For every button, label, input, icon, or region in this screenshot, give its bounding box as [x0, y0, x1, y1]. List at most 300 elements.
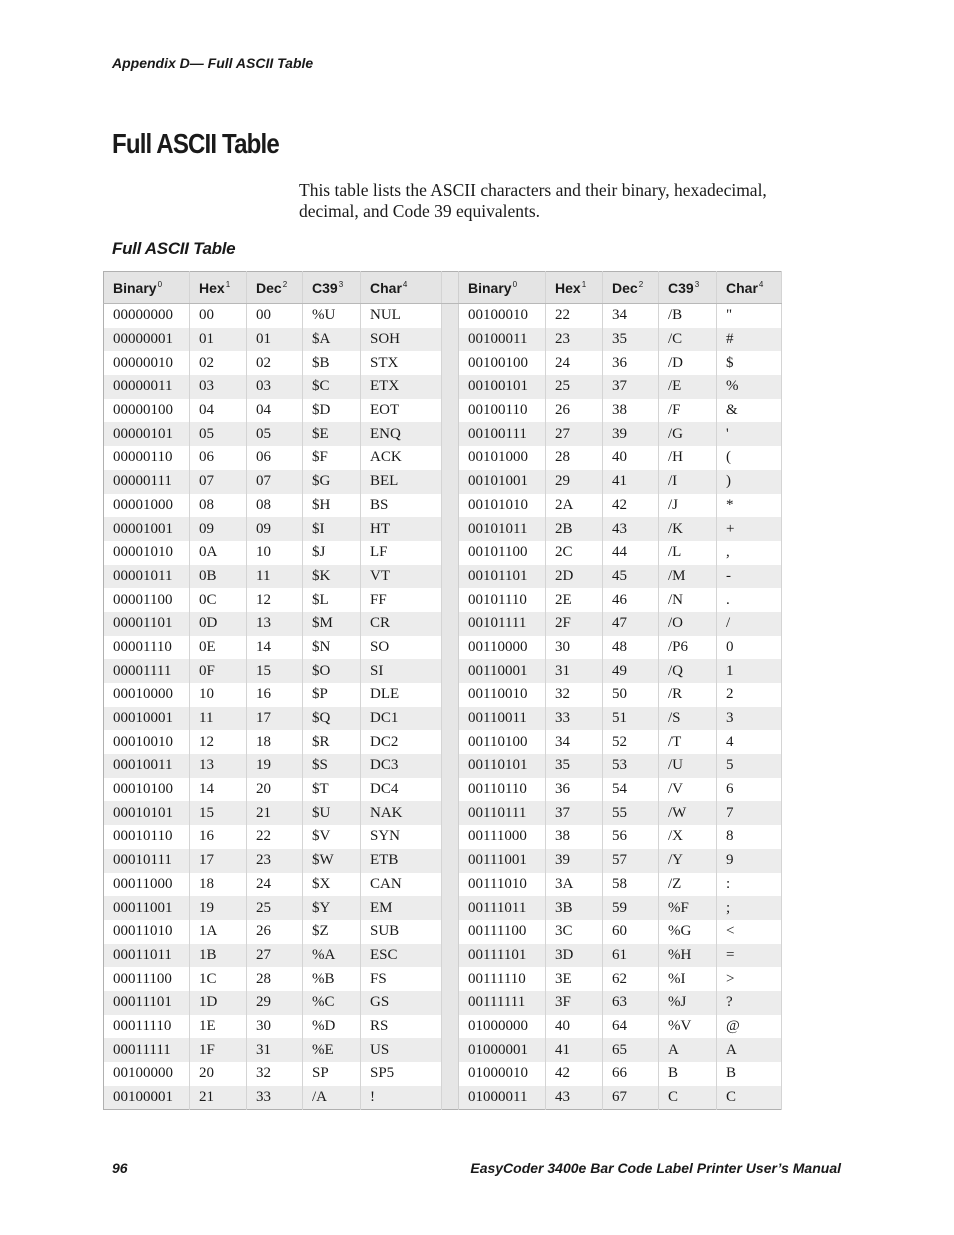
cell-char: STX	[361, 351, 442, 375]
cell-binary: 00100000	[104, 1062, 190, 1086]
cell-c39: %I	[659, 967, 717, 991]
cell-char: +	[717, 517, 782, 541]
cell-c39: $M	[303, 612, 361, 636]
cell-char: US	[361, 1038, 442, 1062]
cell-char: NUL	[361, 304, 442, 328]
cell-dec: 67	[603, 1086, 659, 1110]
cell-hex: 0E	[190, 636, 247, 660]
cell-binary: 00010101	[104, 801, 190, 825]
table-row	[104, 944, 782, 968]
column-divider	[442, 1038, 459, 1062]
cell-c39: /C	[659, 328, 717, 352]
cell-binary: 00101100	[459, 541, 546, 565]
cell-char: 6	[717, 778, 782, 802]
cell-dec: 29	[247, 991, 303, 1015]
cell-binary: 00100101	[459, 375, 546, 399]
column-divider	[442, 707, 459, 731]
cell-dec: 53	[603, 754, 659, 778]
column-divider	[442, 778, 459, 802]
cell-hex: 3D	[546, 944, 603, 968]
column-divider	[442, 351, 459, 375]
cell-hex: 25	[546, 375, 603, 399]
cell-c39: /U	[659, 754, 717, 778]
table-row	[104, 304, 782, 328]
cell-hex: 16	[190, 825, 247, 849]
cell-c39: $V	[303, 825, 361, 849]
cell-dec: 66	[603, 1062, 659, 1086]
cell-dec: 04	[247, 399, 303, 423]
column-header-hex: Hex$^1$	[546, 272, 603, 304]
cell-binary: 00001111	[104, 659, 190, 683]
cell-c39: %F	[659, 896, 717, 920]
column-divider	[442, 588, 459, 612]
cell-hex: 0B	[190, 565, 247, 589]
cell-binary: 00000010	[104, 351, 190, 375]
cell-dec: 11	[247, 565, 303, 589]
table-row	[104, 541, 782, 565]
table-caption: Full ASCII Table	[112, 239, 236, 258]
cell-char: DLE	[361, 683, 442, 707]
cell-c39: $D	[303, 399, 361, 423]
cell-c39: /J	[659, 494, 717, 518]
cell-hex: 30	[546, 636, 603, 660]
cell-dec: 42	[603, 494, 659, 518]
cell-binary: 00000101	[104, 422, 190, 446]
cell-c39: /E	[659, 375, 717, 399]
cell-c39: /M	[659, 565, 717, 589]
table-row	[104, 328, 782, 352]
cell-c39: /X	[659, 825, 717, 849]
cell-dec: 05	[247, 422, 303, 446]
cell-c39: /B	[659, 304, 717, 328]
cell-hex: 3A	[546, 873, 603, 897]
cell-hex: 21	[190, 1086, 247, 1110]
cell-dec: 63	[603, 991, 659, 1015]
cell-dec: 03	[247, 375, 303, 399]
cell-char: DC1	[361, 707, 442, 731]
cell-binary: 00101011	[459, 517, 546, 541]
column-header-c39: $C39^3$	[659, 272, 717, 304]
cell-dec: 48	[603, 636, 659, 660]
cell-hex: 28	[546, 446, 603, 470]
cell-binary: 00101110	[459, 588, 546, 612]
cell-char: <	[717, 920, 782, 944]
cell-c39: %G	[659, 920, 717, 944]
column-divider	[442, 659, 459, 683]
table-row	[104, 351, 782, 375]
cell-dec: 08	[247, 494, 303, 518]
cell-binary: 00010111	[104, 849, 190, 873]
cell-hex: 13	[190, 754, 247, 778]
cell-hex: 41	[546, 1038, 603, 1062]
cell-c39: $Q	[303, 707, 361, 731]
cell-char: ;	[717, 896, 782, 920]
cell-char: CR	[361, 612, 442, 636]
cell-hex: 07	[190, 470, 247, 494]
column-header-hex: Hex$^1$	[190, 272, 247, 304]
cell-hex: 02	[190, 351, 247, 375]
cell-hex: 35	[546, 754, 603, 778]
column-header-dec: Dec$^2$	[247, 272, 303, 304]
cell-dec: 07	[247, 470, 303, 494]
column-divider	[442, 825, 459, 849]
cell-char: >	[717, 967, 782, 991]
cell-c39: $L	[303, 588, 361, 612]
cell-hex: 1B	[190, 944, 247, 968]
cell-dec: 52	[603, 730, 659, 754]
cell-binary: 00000011	[104, 375, 190, 399]
column-divider	[442, 683, 459, 707]
cell-hex: 09	[190, 517, 247, 541]
column-divider	[442, 446, 459, 470]
cell-binary: 00110011	[459, 707, 546, 731]
cell-hex: 38	[546, 825, 603, 849]
cell-binary: 00001000	[104, 494, 190, 518]
cell-hex: 31	[546, 659, 603, 683]
table-row	[104, 517, 782, 541]
cell-binary: 01000001	[459, 1038, 546, 1062]
cell-binary: 00000000	[104, 304, 190, 328]
cell-dec: 57	[603, 849, 659, 873]
footer-page-number: 96	[112, 1160, 128, 1176]
cell-dec: 15	[247, 659, 303, 683]
cell-c39: $J	[303, 541, 361, 565]
cell-hex: 2F	[546, 612, 603, 636]
cell-char: HT	[361, 517, 442, 541]
column-divider	[442, 328, 459, 352]
cell-c39: /Y	[659, 849, 717, 873]
table-row	[104, 778, 782, 802]
cell-dec: 47	[603, 612, 659, 636]
cell-hex: 0A	[190, 541, 247, 565]
cell-binary: 00000100	[104, 399, 190, 423]
cell-hex: 18	[190, 873, 247, 897]
cell-char: $	[717, 351, 782, 375]
cell-binary: 00011100	[104, 967, 190, 991]
column-divider	[442, 849, 459, 873]
column-divider	[442, 375, 459, 399]
cell-c39: %H	[659, 944, 717, 968]
running-header: Appendix D— Full ASCII Table	[112, 55, 314, 71]
cell-dec: 01	[247, 328, 303, 352]
cell-char: SUB	[361, 920, 442, 944]
cell-char: &	[717, 399, 782, 423]
cell-binary: 00101101	[459, 565, 546, 589]
cell-binary: 00100100	[459, 351, 546, 375]
cell-c39: %A	[303, 944, 361, 968]
cell-c39: $F	[303, 446, 361, 470]
cell-binary: 00110110	[459, 778, 546, 802]
table-row	[104, 446, 782, 470]
cell-dec: 41	[603, 470, 659, 494]
cell-char: FS	[361, 967, 442, 991]
cell-hex: 19	[190, 896, 247, 920]
column-header-char: Char$^4$	[361, 272, 442, 304]
cell-char: '	[717, 422, 782, 446]
table-row	[104, 1062, 782, 1086]
cell-hex: 23	[546, 328, 603, 352]
column-divider	[442, 730, 459, 754]
cell-binary: 00010010	[104, 730, 190, 754]
cell-dec: 26	[247, 920, 303, 944]
cell-hex: 15	[190, 801, 247, 825]
cell-dec: 56	[603, 825, 659, 849]
cell-c39: C	[659, 1086, 717, 1110]
table-row	[104, 1086, 782, 1110]
cell-char: :	[717, 873, 782, 897]
cell-hex: 0F	[190, 659, 247, 683]
column-divider	[442, 944, 459, 968]
table-row	[104, 1038, 782, 1062]
cell-binary: 00000001	[104, 328, 190, 352]
cell-binary: 00011101	[104, 991, 190, 1015]
cell-dec: 00	[247, 304, 303, 328]
cell-c39: %C	[303, 991, 361, 1015]
cell-binary: 00100111	[459, 422, 546, 446]
cell-hex: 17	[190, 849, 247, 873]
cell-binary: 00010100	[104, 778, 190, 802]
column-divider	[442, 754, 459, 778]
cell-dec: 12	[247, 588, 303, 612]
cell-binary: 00110101	[459, 754, 546, 778]
column-divider	[442, 470, 459, 494]
cell-hex: 2E	[546, 588, 603, 612]
cell-c39: /K	[659, 517, 717, 541]
cell-c39: SP	[303, 1062, 361, 1086]
cell-dec: 43	[603, 517, 659, 541]
cell-c39: $K	[303, 565, 361, 589]
cell-c39: /T	[659, 730, 717, 754]
cell-hex: 1C	[190, 967, 247, 991]
cell-char: BEL	[361, 470, 442, 494]
cell-binary: 00011000	[104, 873, 190, 897]
column-divider	[442, 399, 459, 423]
cell-binary: 00011111	[104, 1038, 190, 1062]
cell-hex: 3C	[546, 920, 603, 944]
cell-hex: 11	[190, 707, 247, 731]
column-divider	[442, 873, 459, 897]
cell-hex: 04	[190, 399, 247, 423]
cell-hex: 39	[546, 849, 603, 873]
cell-dec: 36	[603, 351, 659, 375]
cell-c39: /Z	[659, 873, 717, 897]
cell-dec: 54	[603, 778, 659, 802]
cell-c39: A	[659, 1038, 717, 1062]
table-row	[104, 754, 782, 778]
cell-char: )	[717, 470, 782, 494]
table-row	[104, 399, 782, 423]
table-row	[104, 707, 782, 731]
cell-dec: 02	[247, 351, 303, 375]
cell-c39: /A	[303, 1086, 361, 1110]
column-divider	[442, 422, 459, 446]
cell-dec: 16	[247, 683, 303, 707]
cell-binary: 00101111	[459, 612, 546, 636]
cell-binary: 00100001	[104, 1086, 190, 1110]
column-divider	[442, 920, 459, 944]
cell-c39: $A	[303, 328, 361, 352]
column-divider	[442, 565, 459, 589]
cell-c39: /N	[659, 588, 717, 612]
cell-char: .	[717, 588, 782, 612]
cell-c39: $E	[303, 422, 361, 446]
column-divider	[442, 801, 459, 825]
cell-c39: /W	[659, 801, 717, 825]
cell-c39: $C	[303, 375, 361, 399]
cell-char: (	[717, 446, 782, 470]
cell-dec: 31	[247, 1038, 303, 1062]
cell-c39: /R	[659, 683, 717, 707]
column-divider	[442, 1062, 459, 1086]
cell-hex: 00	[190, 304, 247, 328]
cell-dec: 46	[603, 588, 659, 612]
cell-c39: /Q	[659, 659, 717, 683]
cell-hex: 22	[546, 304, 603, 328]
table-row	[104, 730, 782, 754]
cell-char: GS	[361, 991, 442, 1015]
table-row	[104, 422, 782, 446]
cell-c39: $O	[303, 659, 361, 683]
cell-binary: 00100011	[459, 328, 546, 352]
cell-c39: %J	[659, 991, 717, 1015]
cell-dec: 35	[603, 328, 659, 352]
table-row	[104, 801, 782, 825]
cell-hex: 26	[546, 399, 603, 423]
cell-hex: 3B	[546, 896, 603, 920]
cell-binary: 01000000	[459, 1015, 546, 1039]
cell-binary: 00111101	[459, 944, 546, 968]
cell-dec: 23	[247, 849, 303, 873]
cell-binary: 01000011	[459, 1086, 546, 1110]
cell-char: /	[717, 612, 782, 636]
cell-binary: 00001010	[104, 541, 190, 565]
column-divider	[442, 1086, 459, 1110]
cell-char: SO	[361, 636, 442, 660]
cell-hex: 20	[190, 1062, 247, 1086]
table-row	[104, 588, 782, 612]
cell-hex: 3E	[546, 967, 603, 991]
cell-char: %	[717, 375, 782, 399]
cell-char: ETB	[361, 849, 442, 873]
cell-char: "	[717, 304, 782, 328]
cell-c39: /H	[659, 446, 717, 470]
cell-dec: 22	[247, 825, 303, 849]
cell-char: ENQ	[361, 422, 442, 446]
cell-hex: 06	[190, 446, 247, 470]
page-title: Full ASCII Table	[112, 128, 279, 159]
cell-binary: 00000111	[104, 470, 190, 494]
cell-c39: %V	[659, 1015, 717, 1039]
cell-binary: 00100110	[459, 399, 546, 423]
cell-char: CAN	[361, 873, 442, 897]
cell-c39: $T	[303, 778, 361, 802]
cell-hex: 42	[546, 1062, 603, 1086]
cell-c39: /O	[659, 612, 717, 636]
column-divider	[442, 494, 459, 518]
cell-char: DC4	[361, 778, 442, 802]
cell-hex: 2D	[546, 565, 603, 589]
cell-hex: 0C	[190, 588, 247, 612]
cell-c39: /P6	[659, 636, 717, 660]
cell-binary: 00100010	[459, 304, 546, 328]
cell-hex: 1F	[190, 1038, 247, 1062]
cell-binary: 00110000	[459, 636, 546, 660]
cell-dec: 39	[603, 422, 659, 446]
cell-dec: 51	[603, 707, 659, 731]
cell-binary: 00001001	[104, 517, 190, 541]
cell-binary: 00001110	[104, 636, 190, 660]
cell-dec: 59	[603, 896, 659, 920]
cell-hex: 34	[546, 730, 603, 754]
cell-char: DC2	[361, 730, 442, 754]
cell-char: C	[717, 1086, 782, 1110]
cell-dec: 61	[603, 944, 659, 968]
cell-dec: 09	[247, 517, 303, 541]
cell-c39: $H	[303, 494, 361, 518]
cell-hex: 01	[190, 328, 247, 352]
cell-binary: 00110111	[459, 801, 546, 825]
table-row	[104, 896, 782, 920]
cell-dec: 17	[247, 707, 303, 731]
column-divider	[442, 967, 459, 991]
cell-char: 2	[717, 683, 782, 707]
cell-hex: 2B	[546, 517, 603, 541]
cell-binary: 00111010	[459, 873, 546, 897]
column-divider	[442, 517, 459, 541]
column-header-dec: Dec$^2$	[603, 272, 659, 304]
cell-dec: 10	[247, 541, 303, 565]
cell-c39: $U	[303, 801, 361, 825]
cell-hex: 37	[546, 801, 603, 825]
cell-char: ?	[717, 991, 782, 1015]
cell-char: FF	[361, 588, 442, 612]
cell-dec: 64	[603, 1015, 659, 1039]
cell-binary: 00111000	[459, 825, 546, 849]
cell-c39: $N	[303, 636, 361, 660]
column-header-c39: $C39^3$	[303, 272, 361, 304]
cell-c39: /V	[659, 778, 717, 802]
cell-char: SYN	[361, 825, 442, 849]
cell-char: 9	[717, 849, 782, 873]
cell-char: BS	[361, 494, 442, 518]
cell-binary: 00010011	[104, 754, 190, 778]
table-row	[104, 470, 782, 494]
cell-dec: 24	[247, 873, 303, 897]
cell-dec: 45	[603, 565, 659, 589]
table-row	[104, 375, 782, 399]
cell-binary: 00101010	[459, 494, 546, 518]
cell-hex: 36	[546, 778, 603, 802]
cell-c39: $R	[303, 730, 361, 754]
cell-dec: 40	[603, 446, 659, 470]
cell-c39: $X	[303, 873, 361, 897]
cell-hex: 40	[546, 1015, 603, 1039]
cell-hex: 33	[546, 707, 603, 731]
cell-dec: 34	[603, 304, 659, 328]
table-row	[104, 873, 782, 897]
cell-dec: 55	[603, 801, 659, 825]
cell-binary: 00111111	[459, 991, 546, 1015]
cell-char: SOH	[361, 328, 442, 352]
table-header-row	[104, 272, 782, 304]
cell-binary: 00001011	[104, 565, 190, 589]
table-row	[104, 920, 782, 944]
cell-dec: 49	[603, 659, 659, 683]
table-row	[104, 494, 782, 518]
cell-dec: 58	[603, 873, 659, 897]
cell-dec: 30	[247, 1015, 303, 1039]
cell-binary: 00111001	[459, 849, 546, 873]
